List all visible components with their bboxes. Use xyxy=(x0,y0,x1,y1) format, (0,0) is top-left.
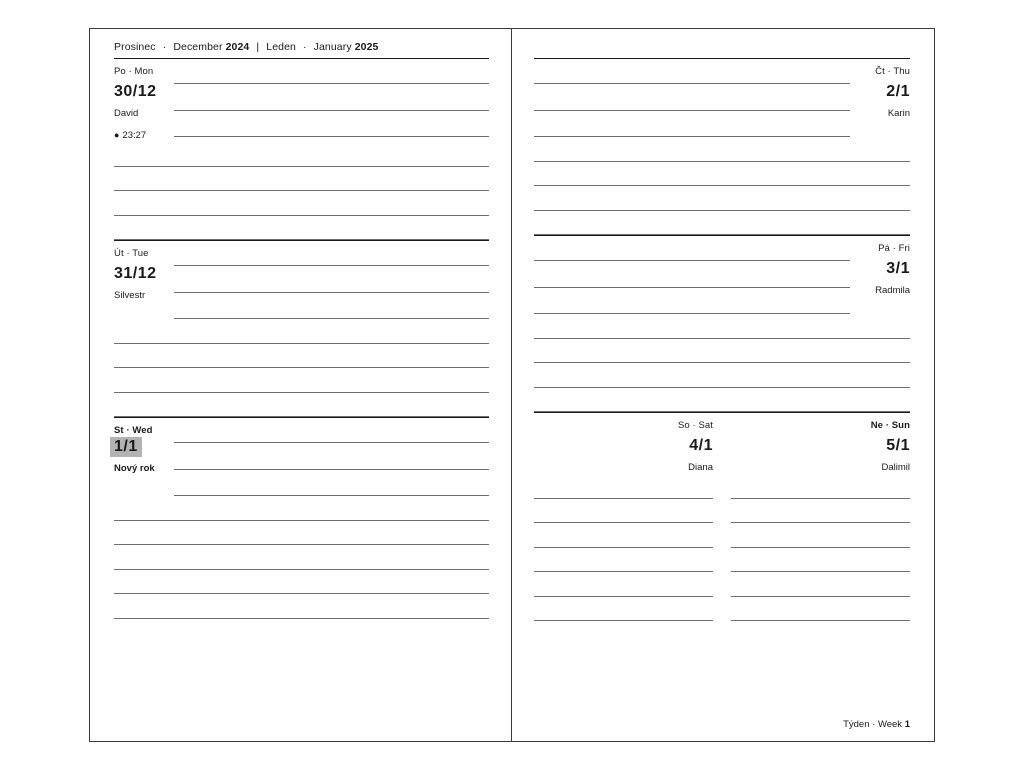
nameday-sunday: Dalimil xyxy=(881,462,910,473)
dow-en-tuesday: Tue xyxy=(132,248,149,259)
writing-line[interactable] xyxy=(534,363,910,388)
month-left-en: December xyxy=(173,41,223,53)
right-page-header-rule xyxy=(534,41,910,59)
writing-line[interactable] xyxy=(534,548,713,573)
year-right: 2025 xyxy=(354,41,379,53)
writing-line[interactable] xyxy=(534,236,850,261)
day-header-monday xyxy=(114,59,489,142)
day-of-week-friday xyxy=(850,236,910,255)
writing-lines-saturday[interactable] xyxy=(534,474,713,621)
writing-line[interactable] xyxy=(114,393,489,418)
dow-cs-friday: Pá xyxy=(878,243,890,254)
dow-en-monday: Mon xyxy=(134,66,154,77)
writing-line[interactable] xyxy=(114,191,489,216)
writing-lines-tuesday-body[interactable] xyxy=(114,319,489,417)
planner-spread xyxy=(89,28,935,742)
dow-dot-monday: · xyxy=(128,66,132,77)
writing-line[interactable] xyxy=(731,572,910,597)
writing-line[interactable] xyxy=(731,548,910,573)
writing-line[interactable] xyxy=(174,266,489,293)
day-labels-sunday xyxy=(731,413,910,474)
writing-line[interactable] xyxy=(534,162,910,187)
day-number-saturday: 4/1 xyxy=(689,437,713,454)
writing-lines-wednesday-head[interactable] xyxy=(174,418,489,496)
day-labels-tuesday xyxy=(114,241,174,319)
writing-line[interactable] xyxy=(534,288,850,315)
writing-line[interactable] xyxy=(534,499,713,524)
writing-line[interactable] xyxy=(174,470,489,497)
writing-lines-thursday-body[interactable] xyxy=(534,137,910,235)
writing-line[interactable] xyxy=(534,314,910,339)
day-labels-friday xyxy=(850,236,910,314)
writing-line[interactable] xyxy=(534,597,713,622)
day-header-friday xyxy=(534,236,910,314)
month-header xyxy=(114,41,489,59)
dow-en-saturday: Sat xyxy=(698,420,713,431)
writing-line[interactable] xyxy=(114,142,489,167)
dow-en-wednesday: Wed xyxy=(132,425,153,436)
day-number-friday: 3/1 xyxy=(886,260,910,277)
moon-time-monday: 23:27 xyxy=(122,130,147,141)
writing-lines-monday-head[interactable] xyxy=(174,59,489,142)
writing-line[interactable] xyxy=(534,137,910,162)
writing-line[interactable] xyxy=(534,261,850,288)
writing-lines-monday-body[interactable] xyxy=(114,142,489,240)
writing-lines-tuesday-head[interactable] xyxy=(174,241,489,319)
day-of-week-monday xyxy=(114,59,174,78)
dow-dot-saturday: · xyxy=(692,420,696,431)
dow-dot-wednesday: · xyxy=(126,425,130,436)
year-left: 2024 xyxy=(225,41,250,53)
dow-cs-saturday: So xyxy=(677,420,690,431)
writing-lines-friday-body[interactable] xyxy=(534,314,910,412)
day-block-tuesday[interactable] xyxy=(114,240,489,417)
day-of-week-saturday xyxy=(534,413,713,432)
dow-en-thursday: Thu xyxy=(893,66,910,77)
nameday-wednesday: Nový rok xyxy=(114,463,155,474)
dow-cs-wednesday: St xyxy=(114,425,124,436)
writing-line[interactable] xyxy=(534,523,713,548)
nameday-friday: Radmila xyxy=(875,285,910,296)
writing-line[interactable] xyxy=(534,59,850,84)
day-header-wednesday xyxy=(114,418,489,496)
writing-line[interactable] xyxy=(114,521,489,546)
writing-line[interactable] xyxy=(114,496,489,521)
writing-line[interactable] xyxy=(114,344,489,369)
month-right-en: January xyxy=(313,41,352,53)
day-block-thursday[interactable] xyxy=(534,59,910,235)
dow-en-sunday: Sun xyxy=(891,420,910,431)
writing-line[interactable] xyxy=(114,167,489,192)
nameday-monday: David xyxy=(114,108,139,119)
dow-en-friday: Fri xyxy=(898,243,910,254)
day-number-wednesday: 1/1 xyxy=(110,437,142,457)
day-header-tuesday xyxy=(114,241,489,319)
planner-left-page xyxy=(90,29,512,741)
nameday-thursday: Karin xyxy=(887,108,910,119)
week-label-cs: Týden xyxy=(843,719,870,730)
writing-line[interactable] xyxy=(114,319,489,344)
writing-lines-thursday-head[interactable] xyxy=(534,59,850,137)
writing-line[interactable] xyxy=(114,368,489,393)
writing-line[interactable] xyxy=(534,186,910,211)
header-dot-1: · xyxy=(162,41,167,53)
day-header-sunday xyxy=(731,413,910,474)
day-header-thursday xyxy=(534,59,910,137)
weekend-row xyxy=(534,413,910,621)
writing-line[interactable] xyxy=(174,59,489,84)
day-block-friday[interactable] xyxy=(534,235,910,412)
writing-line[interactable] xyxy=(534,211,910,236)
planner-right-page xyxy=(512,29,934,741)
writing-line[interactable] xyxy=(534,572,713,597)
writing-line[interactable] xyxy=(114,594,489,619)
writing-line[interactable] xyxy=(174,443,489,470)
dow-dot-thursday: · xyxy=(887,66,891,77)
day-block-weekend[interactable] xyxy=(534,412,910,621)
day-labels-thursday xyxy=(850,59,910,137)
day-number-tuesday: 31/12 xyxy=(114,265,157,282)
writing-line[interactable] xyxy=(534,339,910,364)
writing-line[interactable] xyxy=(534,111,850,138)
writing-line[interactable] xyxy=(534,388,910,413)
day-header-saturday xyxy=(534,413,713,474)
dow-cs-tuesday: Út xyxy=(114,248,124,259)
writing-line[interactable] xyxy=(731,523,910,548)
writing-line[interactable] xyxy=(534,84,850,111)
day-of-week-wednesday xyxy=(114,418,174,437)
nameday-saturday: Diana xyxy=(688,462,713,473)
writing-line[interactable] xyxy=(534,474,713,499)
day-block-wednesday[interactable] xyxy=(114,417,489,619)
writing-line[interactable] xyxy=(114,545,489,570)
writing-line[interactable] xyxy=(114,570,489,595)
day-labels-saturday xyxy=(534,413,713,474)
day-block-monday[interactable] xyxy=(114,59,489,240)
week-label-en: Week xyxy=(877,719,903,730)
day-of-week-tuesday xyxy=(114,241,174,260)
writing-lines-wednesday-body[interactable] xyxy=(114,496,489,619)
week-number: 1 xyxy=(904,719,910,730)
header-dot-2: · xyxy=(302,41,307,53)
dow-dot-tuesday: · xyxy=(126,248,130,259)
writing-line[interactable] xyxy=(731,499,910,524)
writing-line[interactable] xyxy=(731,474,910,499)
dow-cs-monday: Po xyxy=(114,66,126,77)
day-of-week-thursday xyxy=(850,59,910,78)
day-block-saturday[interactable] xyxy=(534,413,722,621)
month-left-cs: Prosinec xyxy=(114,41,156,53)
writing-lines-friday-head[interactable] xyxy=(534,236,850,314)
writing-lines-sunday[interactable] xyxy=(731,474,910,621)
header-divider: | xyxy=(256,41,260,53)
day-labels-wednesday xyxy=(114,418,174,496)
writing-line[interactable] xyxy=(174,293,489,320)
day-number-sunday: 5/1 xyxy=(886,437,910,454)
month-right-cs: Leden xyxy=(266,41,296,53)
writing-line[interactable] xyxy=(174,418,489,443)
writing-line[interactable] xyxy=(174,84,489,111)
new-moon-icon: ● xyxy=(114,130,120,140)
week-footer xyxy=(843,719,910,730)
dow-cs-sunday: Ne xyxy=(870,420,884,431)
week-footer-dot: · xyxy=(872,719,876,730)
day-of-week-sunday xyxy=(731,413,910,432)
day-labels-monday xyxy=(114,59,174,142)
day-number-thursday: 2/1 xyxy=(886,83,910,100)
dow-dot-sunday: · xyxy=(885,420,889,431)
dow-dot-friday: · xyxy=(892,243,896,254)
nameday-tuesday: Silvestr xyxy=(114,290,146,301)
day-number-monday: 30/12 xyxy=(114,83,157,100)
moon-phase-monday xyxy=(114,120,174,142)
day-block-sunday[interactable] xyxy=(722,413,910,621)
dow-cs-thursday: Čt xyxy=(875,66,885,77)
writing-line[interactable] xyxy=(174,111,489,138)
writing-line[interactable] xyxy=(174,241,489,266)
writing-line[interactable] xyxy=(731,597,910,622)
writing-line[interactable] xyxy=(114,216,489,241)
